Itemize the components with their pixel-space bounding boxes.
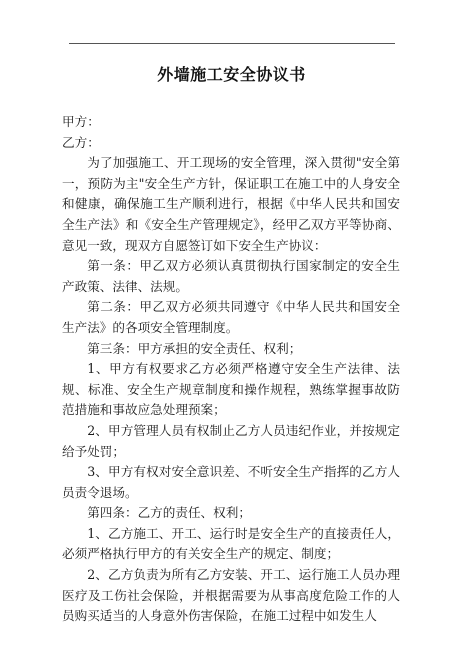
article-1: 第一条：甲乙双方必须认真贯彻执行国家制定的安全生产政策、法律、法规。	[62, 258, 400, 294]
document-title: 外墙施工安全协议书	[157, 65, 306, 84]
document-body	[62, 112, 400, 627]
article-4-item-2: 2、乙方负责为所有乙方安装、开工、运行施工人员办理医疗及工伤社会保险，并根据需要为从事高度危险工作的人员购买适当的人身意外伤害保险，在施工过程中如发生人	[62, 567, 400, 624]
party-a-label: 甲方：	[62, 114, 100, 129]
party-b-label: 乙方：	[62, 134, 100, 150]
article-3-heading: 第三条：甲方承担的安全责任、权利；	[87, 340, 302, 356]
article-4-item-1: 1、乙方施工、开工、运行时是安全生产的直接责任人，必须严格执行甲方的有关安全生产的规定、制度；	[62, 525, 400, 562]
article-3-item-2: 2、甲方管理人员有权制止乙方人员违纪作业，并按规定给予处罚；	[62, 422, 400, 459]
header-rule	[69, 43, 395, 44]
article-4-heading: 第四条：乙方的责任、权利；	[87, 505, 251, 521]
preamble-paragraph: 为了加强施工、开工现场的安全管理，深入贯彻"安全第一，预防为主"安全生产方针，保证职工在施工中的人身安全和健康，确保施工生产顺利进行，根据《中华人民共和国安全生产法》和《安全生产管理规定》，经甲乙双方平等协商、意见一致，现双方自愿签订如下安全生产协议：	[62, 155, 400, 253]
article-2: 第二条：甲乙双方必须共同遵守《中华人民共和国安全生产法》的各项安全管理制度。	[62, 299, 400, 335]
article-3-item-1: 1、甲方有权要求乙方必须严格遵守安全生产法律、法规、标准、安全生产规章制度和操作规程，熟练掌握事故防范措施和事故应急处理预案；	[62, 361, 400, 418]
article-3-item-3: 3、甲方有权对安全意识差、不听安全生产指挥的乙方人员责令退场。	[62, 464, 400, 500]
